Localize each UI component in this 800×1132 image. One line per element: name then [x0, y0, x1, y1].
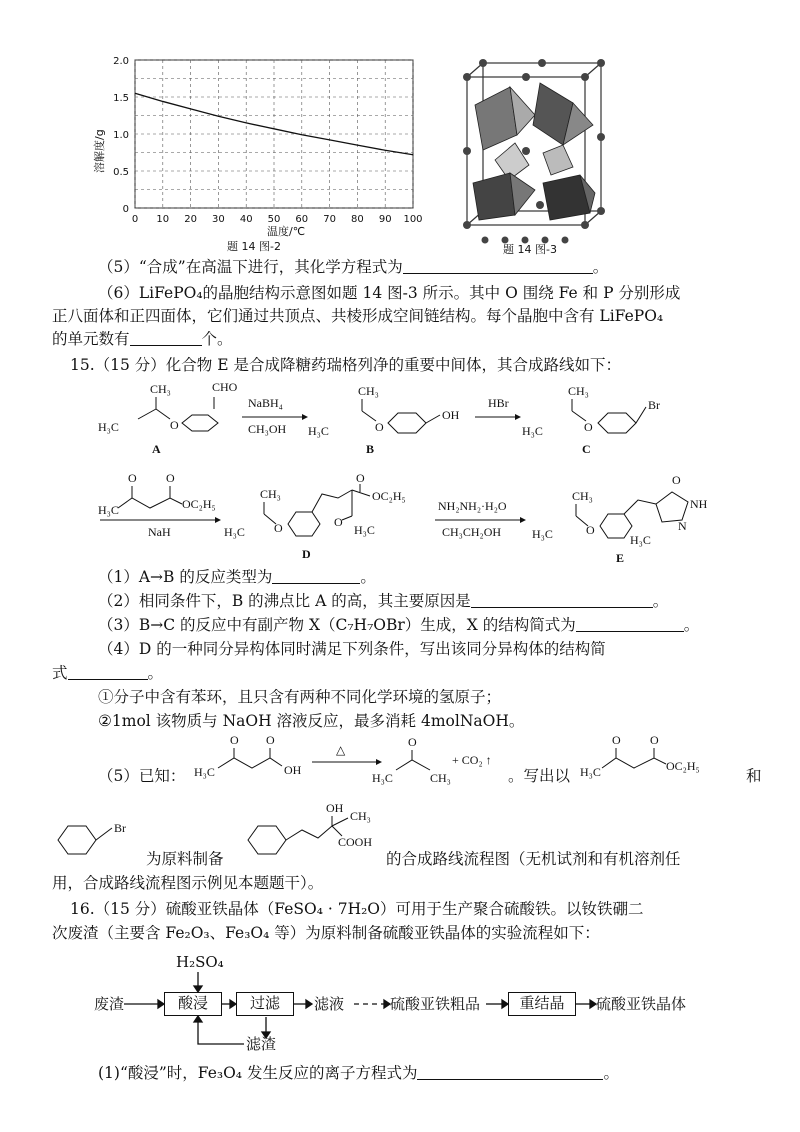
flow-filtrate: 滤液 — [314, 995, 345, 1013]
q15-q3-end: 。 — [683, 616, 700, 634]
svg-text:H₃C: H₃C — [630, 533, 651, 547]
crystal-structure-figure — [455, 55, 615, 255]
svg-text:C: C — [582, 442, 591, 456]
svg-text:COOH: COOH — [338, 835, 373, 849]
solubility-chart — [95, 48, 425, 253]
q15-q5-line3: 用，合成路线流程图示例见本题题干）。 — [52, 874, 324, 892]
svg-text:CH₃: CH₃ — [260, 487, 281, 501]
svg-text:H₃C: H₃C — [308, 424, 329, 438]
svg-text:OC₂H₅: OC₂H₅ — [182, 497, 216, 511]
q16-intro-line1: 16.（15 分）硫酸亚铁晶体（FeSO₄ · 7H₂O）可用于生产聚合硫酸铁。以钕铁硼二 — [70, 900, 644, 918]
compound-b — [308, 384, 460, 456]
svg-text:CH₃: CH₃ — [358, 384, 379, 398]
q14-part6-line3 — [52, 328, 233, 350]
svg-text:A: A — [152, 442, 161, 456]
svg-text:NH: NH — [690, 497, 708, 511]
q15-q2-end: 。 — [652, 592, 669, 610]
svg-text:H₃C: H₃C — [98, 503, 119, 517]
q15-q5-known-reaction — [180, 730, 800, 792]
svg-text:OH: OH — [326, 801, 344, 815]
svg-text:NaBH₄: NaBH₄ — [248, 396, 283, 410]
chart-x-tick: 30 — [212, 214, 225, 225]
q15-q1 — [98, 566, 376, 588]
q15-q3 — [98, 614, 699, 636]
svg-text:HBr: HBr — [488, 396, 509, 410]
svg-text:H₃C: H₃C — [354, 523, 375, 537]
svg-text:+ CO₂ ↑: + CO₂ ↑ — [452, 753, 492, 767]
q15-q3-text: （3）B→C 的反应中有副产物 X（C₇H₇OBr）生成，X 的结构简式为 — [98, 616, 576, 634]
chart-x-tick: 80 — [351, 214, 364, 225]
q15-scheme-row2 — [90, 470, 760, 570]
svg-text:O: O — [128, 471, 137, 485]
chart-x-tick: 50 — [267, 214, 281, 225]
q14-part6-text: 的单元数有 — [52, 330, 130, 348]
svg-text:H₃C: H₃C — [580, 765, 601, 779]
chart-x-tick: 20 — [184, 214, 197, 225]
q15-intro: 15.（15 分）化合物 E 是合成降糖药瑞格列净的重要中间体，其合成路线如下： — [70, 356, 621, 374]
q14-part5-text: （5）“合成”在高温下进行，其化学方程式为 — [98, 258, 403, 276]
svg-text:O: O — [356, 471, 365, 485]
q15-q3-blank[interactable] — [576, 616, 684, 632]
q15-q2-blank[interactable] — [471, 592, 653, 608]
flow-reagent-h2so4: H₂SO₄ — [176, 953, 224, 971]
flow-step-recrystallize: 重结晶 — [508, 992, 576, 1016]
ethyl-acetoacetate — [98, 471, 216, 517]
chart-x-tick: 0 — [131, 214, 139, 225]
chart-caption: 题 14 图-2 — [227, 240, 281, 253]
q15-q5-mid: 。写出以 — [508, 767, 571, 785]
q15-q1-end: 。 — [360, 568, 376, 586]
svg-text:OH: OH — [442, 408, 460, 422]
svg-text:B: B — [366, 442, 375, 456]
svg-text:O: O — [375, 420, 384, 434]
chart-xlabel: 温度/℃ — [267, 225, 306, 238]
svg-text:△: △ — [336, 743, 346, 757]
svg-text:O: O — [230, 733, 239, 747]
svg-text:D: D — [302, 547, 311, 561]
q15-q5-structures — [52, 800, 412, 870]
q15-scheme-row1 — [90, 377, 750, 467]
crystal-caption: 题 14 图-3 — [503, 243, 557, 256]
q15-q4-blank[interactable] — [68, 664, 148, 680]
svg-text:CHO: CHO — [212, 380, 238, 394]
chart-x-tick: 60 — [295, 214, 309, 225]
svg-text:O: O — [274, 521, 283, 535]
q15-q4-line2 — [52, 662, 163, 684]
q15-condition-1: ①分子中含有苯环，且只含有两种不同化学环境的氢原子； — [98, 688, 502, 706]
chart-x-tick: 90 — [378, 214, 392, 225]
svg-text:OH: OH — [284, 763, 302, 777]
svg-text:O: O — [584, 420, 593, 434]
svg-text:CH₃OH: CH₃OH — [248, 422, 287, 436]
q14-part5-blank[interactable] — [403, 258, 593, 274]
chart-ylabel: 溶解度/g — [93, 129, 106, 173]
svg-text:CH₃CH₂OH: CH₃CH₂OH — [442, 525, 502, 539]
svg-text:O: O — [334, 515, 343, 529]
svg-text:H₃C: H₃C — [532, 527, 553, 541]
q15-q5-line2a: 为原料制备 — [146, 850, 224, 868]
chart-x-tick: 100 — [403, 214, 423, 225]
q15-q1-blank[interactable] — [272, 568, 360, 584]
svg-text:Br: Br — [114, 821, 126, 835]
q15-q2-text: （2）相同条件下，B 的沸点比 A 的高，其主要原因是 — [98, 592, 471, 610]
svg-text:O: O — [672, 473, 681, 487]
q14-part6-blank[interactable] — [130, 330, 202, 346]
q16-q1-text: (1)“酸浸”时，Fe₃O₄ 发生反应的离子方程式为 — [98, 1064, 418, 1082]
flow-step-filter: 过滤 — [236, 992, 294, 1016]
svg-text:O: O — [650, 733, 659, 747]
q16-q1-end: 。 — [603, 1064, 619, 1082]
svg-text:N: N — [678, 519, 687, 533]
svg-text:CH₃: CH₃ — [572, 489, 593, 503]
q15-q5-prefix: （5）已知： — [98, 767, 186, 785]
svg-text:NaH: NaH — [148, 525, 171, 539]
svg-text:CH₃: CH₃ — [430, 771, 451, 785]
compound-d — [224, 471, 406, 561]
svg-text:O: O — [170, 418, 179, 432]
q15-q5-line2b: 的合成路线流程图（无机试剂和有机溶剂任 — [386, 850, 681, 868]
q15-q1-text: （1）A→B 的反应类型为 — [98, 568, 273, 586]
flow-step-acid-leach: 酸浸 — [164, 992, 222, 1016]
q16-q1-blank[interactable] — [417, 1064, 603, 1080]
flow-crude: 硫酸亚铁粗品 — [390, 995, 481, 1013]
chart-x-tick: 10 — [156, 214, 170, 225]
flow-product: 硫酸亚铁晶体 — [596, 995, 687, 1013]
flow-start: 废渣 — [94, 995, 125, 1013]
svg-text:O: O — [266, 733, 275, 747]
svg-text:H₃C: H₃C — [194, 765, 215, 779]
q15-q4-end: 。 — [147, 664, 164, 682]
svg-text:OC₂H₅: OC₂H₅ — [372, 489, 406, 503]
flow-residue: 滤渣 — [246, 1035, 277, 1053]
chart-x-tick: 40 — [239, 214, 253, 225]
chart-x-tick: 70 — [323, 214, 336, 225]
q14-part5-end: 。 — [592, 258, 609, 276]
chart-y-tick: 2.0 — [113, 56, 129, 67]
q15-q2 — [98, 590, 668, 612]
svg-text:H₃C: H₃C — [98, 420, 119, 434]
svg-text:CH₃: CH₃ — [568, 384, 589, 398]
compound-a — [98, 380, 238, 456]
chart-y-tick: 0 — [122, 204, 129, 215]
chart-y-tick: 0.5 — [113, 167, 129, 178]
svg-text:H₃C: H₃C — [372, 771, 393, 785]
svg-text:H₃C: H₃C — [522, 424, 543, 438]
chart-y-tick: 1.0 — [113, 130, 129, 141]
compound-e — [532, 473, 708, 565]
q15-q5-and: 和 — [746, 767, 762, 785]
q14-part6-line1: （6）LiFePO₄的晶胞结构示意图如题 14 图-3 所示。其中 O 围绕 Fe 和 P 分别形成 — [98, 284, 681, 302]
q14-part6-line2: 正八面体和正四面体，它们通过共顶点、共棱形成空间链结构。每个晶胞中含有 LiFePO₄ — [52, 307, 664, 325]
svg-text:O: O — [586, 523, 595, 537]
svg-text:O: O — [166, 471, 175, 485]
svg-text:H₃C: H₃C — [224, 525, 245, 539]
svg-text:E: E — [616, 551, 625, 565]
svg-text:OC₂H₅: OC₂H₅ — [666, 759, 700, 773]
svg-text:O: O — [408, 735, 417, 749]
q15-condition-2: ②1mol 该物质与 NaOH 溶液反应，最多消耗 4molNaOH。 — [98, 712, 525, 730]
chart-y-tick: 1.5 — [113, 93, 129, 104]
svg-text:O: O — [612, 733, 621, 747]
svg-text:CH₃: CH₃ — [350, 809, 371, 823]
svg-text:NH₂NH₂·H₂O: NH₂NH₂·H₂O — [438, 499, 507, 513]
compound-c — [522, 384, 660, 456]
q16-q1 — [98, 1062, 619, 1084]
q15-q4-line1: （4）D 的一种同分异构体同时满足下列条件，写出该同分异构体的结构简 — [98, 640, 606, 658]
svg-text:CH₃: CH₃ — [150, 382, 171, 396]
q16-intro-line2: 次废渣（主要含 Fe₂O₃、Fe₃O₄ 等）为原料制备硫酸亚铁晶体的实验流程如下： — [52, 924, 600, 942]
q15-q4-text: 式 — [52, 664, 68, 682]
svg-text:Br: Br — [648, 398, 660, 412]
q14-part5 — [98, 256, 608, 278]
q14-part6-end: 个。 — [201, 330, 233, 348]
